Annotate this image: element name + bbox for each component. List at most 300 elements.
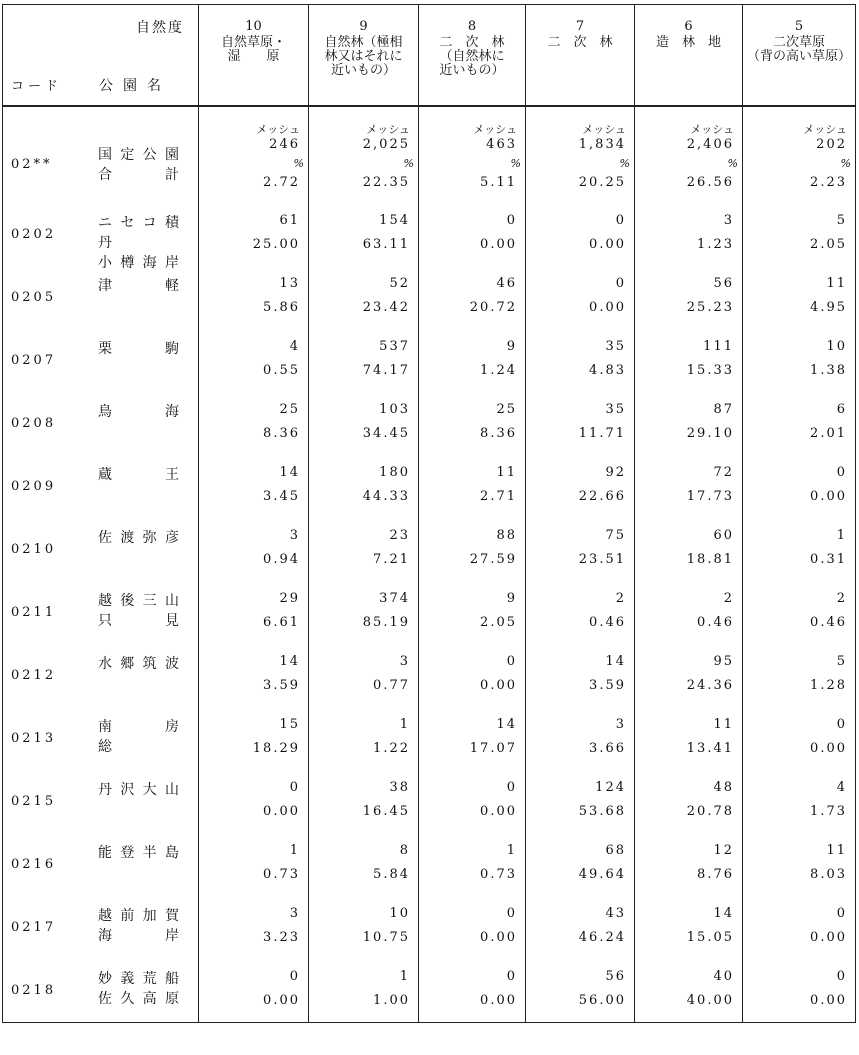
mesh-count: 463 bbox=[486, 137, 517, 152]
percent-value: 5.86 bbox=[263, 300, 300, 315]
unit-label: メッシュ bbox=[690, 123, 734, 136]
percent-value: 2.01 bbox=[810, 426, 847, 441]
header-corner bbox=[3, 5, 199, 107]
data-cell bbox=[199, 707, 309, 770]
percent-value: 56.00 bbox=[578, 993, 626, 1008]
percent-value: 0.00 bbox=[480, 804, 517, 819]
percent-value: 20.78 bbox=[686, 804, 734, 819]
mesh-count: 43 bbox=[605, 906, 626, 921]
mesh-count: 25 bbox=[279, 402, 300, 417]
percent-value: 6.61 bbox=[263, 615, 300, 630]
park-name: 国定公園 合 計 bbox=[98, 147, 182, 183]
percent-value: 1.22 bbox=[373, 741, 410, 756]
data-cell bbox=[526, 203, 635, 266]
park-code: 02** bbox=[11, 157, 53, 172]
percent-value: 1.00 bbox=[373, 993, 410, 1008]
mesh-count: 11 bbox=[826, 276, 847, 291]
data-cell bbox=[199, 644, 309, 707]
data-cell bbox=[526, 329, 635, 392]
mesh-count: 0 bbox=[836, 465, 847, 480]
mesh-count: 1 bbox=[506, 843, 517, 858]
percent-value: 15.33 bbox=[686, 363, 734, 378]
degree-number: 8 bbox=[467, 19, 477, 34]
percent-value: 5.11 bbox=[480, 175, 517, 190]
percent-value: 0.00 bbox=[810, 993, 847, 1008]
percent-value: 1.28 bbox=[810, 678, 847, 693]
mesh-count: 38 bbox=[389, 780, 410, 795]
data-cell bbox=[743, 106, 856, 203]
park-name: 丹沢大山 bbox=[98, 782, 182, 798]
mesh-count: 12 bbox=[713, 843, 734, 858]
mesh-count: 68 bbox=[605, 843, 626, 858]
percent-value: 0.94 bbox=[263, 552, 300, 567]
data-cell bbox=[419, 833, 526, 896]
percent-value: 17.07 bbox=[469, 741, 517, 756]
data-cell bbox=[309, 581, 419, 644]
mesh-count: 11 bbox=[496, 465, 517, 480]
mesh-count: 35 bbox=[605, 339, 626, 354]
percent-value: 49.64 bbox=[578, 867, 626, 882]
percent-value: 2.71 bbox=[480, 489, 517, 504]
data-cell bbox=[743, 455, 856, 518]
percent-value: 18.81 bbox=[686, 552, 734, 567]
percent-value: 0.73 bbox=[480, 867, 517, 882]
table-row bbox=[3, 644, 856, 707]
mesh-count: 1 bbox=[399, 969, 410, 984]
percent-value: 0.77 bbox=[373, 678, 410, 693]
unit-label: メッシュ bbox=[366, 123, 410, 136]
data-cell bbox=[526, 581, 635, 644]
data-cell bbox=[419, 644, 526, 707]
park-name: 越後三山 只 見 bbox=[98, 593, 182, 629]
data-cell bbox=[309, 266, 419, 329]
percent-value: 4.83 bbox=[589, 363, 626, 378]
percent-value: 5.84 bbox=[373, 867, 410, 882]
percent-value: 44.33 bbox=[362, 489, 410, 504]
total-row bbox=[3, 106, 856, 203]
park-cell bbox=[3, 707, 199, 770]
category-name: 二 次 林 （自然林に 近いもの） bbox=[439, 35, 505, 78]
percent-value: 15.05 bbox=[686, 930, 734, 945]
table-row bbox=[3, 833, 856, 896]
mesh-count: 46 bbox=[496, 276, 517, 291]
mesh-count: 40 bbox=[713, 969, 734, 984]
percent-value: 0.46 bbox=[810, 615, 847, 630]
park-code: 0215 bbox=[11, 794, 57, 809]
percent-value: 18.29 bbox=[252, 741, 300, 756]
data-cell bbox=[419, 896, 526, 959]
category-name: 自然草原・ 湿 原 bbox=[220, 35, 286, 64]
percent-value: 0.31 bbox=[810, 552, 847, 567]
column-header bbox=[419, 5, 526, 107]
column-header bbox=[743, 5, 856, 107]
data-cell bbox=[199, 266, 309, 329]
column-header bbox=[309, 5, 419, 107]
percent-value: 40.00 bbox=[686, 993, 734, 1008]
percent-value: 1.38 bbox=[810, 363, 847, 378]
park-cell bbox=[3, 518, 199, 581]
mesh-count: 0 bbox=[506, 969, 517, 984]
park-code: 0205 bbox=[11, 290, 57, 305]
park-cell bbox=[3, 329, 199, 392]
percent-value: 0.00 bbox=[589, 237, 626, 252]
mesh-count: 0 bbox=[506, 906, 517, 921]
degree-header-label: 自然度 bbox=[136, 20, 184, 36]
percent-value: 1.73 bbox=[810, 804, 847, 819]
mesh-count: 3 bbox=[615, 717, 626, 732]
table-row bbox=[3, 770, 856, 833]
degree-number: 9 bbox=[359, 19, 368, 34]
percent-value: 74.17 bbox=[362, 363, 410, 378]
park-code: 0213 bbox=[11, 731, 57, 746]
mesh-count: 180 bbox=[379, 465, 410, 480]
percent-value: 3.66 bbox=[589, 741, 626, 756]
percent-value: 10.75 bbox=[362, 930, 410, 945]
mesh-count: 52 bbox=[389, 276, 410, 291]
park-cell bbox=[3, 392, 199, 455]
data-cell bbox=[743, 392, 856, 455]
percent-value: 0.00 bbox=[589, 300, 626, 315]
data-cell bbox=[635, 106, 743, 203]
park-name: 妙義荒船 佐久高原 bbox=[98, 971, 182, 1007]
data-cell bbox=[635, 959, 743, 1023]
data-cell bbox=[635, 329, 743, 392]
mesh-count: 0 bbox=[289, 969, 300, 984]
data-cell bbox=[526, 833, 635, 896]
data-cell bbox=[419, 329, 526, 392]
data-cell bbox=[199, 581, 309, 644]
data-cell bbox=[526, 707, 635, 770]
mesh-count: 29 bbox=[279, 591, 300, 606]
unit-label: メッシュ bbox=[473, 123, 517, 136]
data-cell bbox=[526, 896, 635, 959]
percent-value: 53.68 bbox=[578, 804, 626, 819]
percent-value: 4.95 bbox=[810, 300, 847, 315]
percent-value: 23.42 bbox=[362, 300, 410, 315]
park-name: 栗 駒 bbox=[98, 341, 182, 357]
mesh-count: 25 bbox=[496, 402, 517, 417]
mesh-count: 75 bbox=[605, 528, 626, 543]
percent-value: 8.76 bbox=[697, 867, 734, 882]
data-cell bbox=[635, 770, 743, 833]
mesh-count: 14 bbox=[496, 717, 517, 732]
park-name: 水郷筑波 bbox=[98, 656, 182, 672]
mesh-count: 14 bbox=[605, 654, 626, 669]
mesh-count: 537 bbox=[379, 339, 410, 354]
percent-value: 2.23 bbox=[810, 175, 847, 190]
percent-value: 29.10 bbox=[686, 426, 734, 441]
mesh-count: 5 bbox=[836, 654, 847, 669]
percent-value: 13.41 bbox=[686, 741, 734, 756]
data-cell bbox=[199, 203, 309, 266]
mesh-count: 3 bbox=[289, 906, 300, 921]
data-cell bbox=[309, 106, 419, 203]
category-name: 造 林 地 bbox=[655, 35, 721, 50]
data-cell bbox=[199, 833, 309, 896]
data-cell bbox=[199, 959, 309, 1023]
mesh-count: 35 bbox=[605, 402, 626, 417]
mesh-count: 246 bbox=[269, 137, 300, 152]
percent-value: 8.03 bbox=[810, 867, 847, 882]
park-code: 0207 bbox=[11, 353, 57, 368]
park-cell bbox=[3, 959, 199, 1023]
data-cell bbox=[635, 455, 743, 518]
percent-value: 0.46 bbox=[697, 615, 734, 630]
percent-value: 34.45 bbox=[362, 426, 410, 441]
data-cell bbox=[309, 518, 419, 581]
mesh-count: 2 bbox=[615, 591, 626, 606]
data-cell bbox=[199, 518, 309, 581]
data-cell bbox=[635, 392, 743, 455]
mesh-count: 0 bbox=[615, 213, 626, 228]
park-code: 0211 bbox=[11, 605, 57, 620]
park-name: 鳥 海 bbox=[98, 404, 182, 420]
percent-value: 2.05 bbox=[480, 615, 517, 630]
table-row bbox=[3, 707, 856, 770]
mesh-count: 0 bbox=[836, 969, 847, 984]
data-cell bbox=[635, 833, 743, 896]
percent-value: 0.46 bbox=[589, 615, 626, 630]
data-cell bbox=[743, 959, 856, 1023]
park-code: 0210 bbox=[11, 542, 57, 557]
mesh-count: 92 bbox=[605, 465, 626, 480]
table-row bbox=[3, 959, 856, 1023]
table-row bbox=[3, 329, 856, 392]
mesh-count: 11 bbox=[713, 717, 734, 732]
degree-number: 5 bbox=[794, 19, 804, 34]
percent-value: 0.00 bbox=[480, 993, 517, 1008]
mesh-count: 87 bbox=[713, 402, 734, 417]
park-code: 0208 bbox=[11, 416, 57, 431]
mesh-count: 154 bbox=[379, 213, 410, 228]
percent-symbol: % bbox=[619, 157, 630, 170]
mesh-count: 56 bbox=[713, 276, 734, 291]
data-cell bbox=[526, 266, 635, 329]
data-cell bbox=[635, 266, 743, 329]
data-cell bbox=[635, 518, 743, 581]
mesh-count: 0 bbox=[615, 276, 626, 291]
percent-value: 85.19 bbox=[362, 615, 410, 630]
mesh-count: 14 bbox=[713, 906, 734, 921]
park-cell bbox=[3, 770, 199, 833]
percent-value: 3.59 bbox=[589, 678, 626, 693]
park-cell bbox=[3, 644, 199, 707]
mesh-count: 61 bbox=[279, 213, 300, 228]
table-row bbox=[3, 392, 856, 455]
mesh-count: 11 bbox=[826, 843, 847, 858]
data-cell bbox=[309, 833, 419, 896]
percent-symbol: % bbox=[840, 157, 851, 170]
data-cell bbox=[309, 455, 419, 518]
percent-value: 0.00 bbox=[810, 489, 847, 504]
park-name: 越前加賀 海 岸 bbox=[98, 908, 182, 944]
mesh-count: 88 bbox=[496, 528, 517, 543]
data-cell bbox=[199, 329, 309, 392]
percent-value: 2.72 bbox=[263, 175, 300, 190]
mesh-count: 9 bbox=[506, 591, 517, 606]
data-cell bbox=[743, 896, 856, 959]
park-name: 南 房 総 bbox=[98, 719, 199, 755]
mesh-count: 111 bbox=[703, 339, 734, 354]
column-header bbox=[526, 5, 635, 107]
park-name: 津 軽 bbox=[98, 278, 182, 294]
table-row bbox=[3, 455, 856, 518]
mesh-count: 13 bbox=[279, 276, 300, 291]
percent-symbol: % bbox=[510, 157, 521, 170]
park-cell bbox=[3, 455, 199, 518]
mesh-count: 23 bbox=[389, 528, 410, 543]
mesh-count: 0 bbox=[506, 213, 517, 228]
category-name: 二次草原 （背の高い草原） bbox=[747, 35, 852, 64]
percent-symbol: % bbox=[403, 157, 414, 170]
category-name: 二 次 林 bbox=[547, 35, 613, 50]
data-cell bbox=[743, 581, 856, 644]
mesh-count: 6 bbox=[836, 402, 847, 417]
mesh-count: 1,834 bbox=[578, 137, 626, 152]
park-cell bbox=[3, 896, 199, 959]
data-cell bbox=[419, 455, 526, 518]
data-cell bbox=[743, 329, 856, 392]
percent-value: 20.25 bbox=[578, 175, 626, 190]
data-cell bbox=[419, 203, 526, 266]
mesh-count: 72 bbox=[713, 465, 734, 480]
percent-value: 2.05 bbox=[810, 237, 847, 252]
data-cell bbox=[743, 770, 856, 833]
data-cell bbox=[309, 896, 419, 959]
data-cell bbox=[526, 959, 635, 1023]
mesh-count: 3 bbox=[723, 213, 734, 228]
percent-symbol: % bbox=[293, 157, 304, 170]
data-cell bbox=[309, 203, 419, 266]
data-cell bbox=[419, 770, 526, 833]
percent-value: 63.11 bbox=[362, 237, 410, 252]
unit-label: メッシュ bbox=[803, 123, 847, 136]
code-header-label: コード bbox=[11, 79, 63, 94]
data-cell bbox=[526, 106, 635, 203]
data-cell bbox=[419, 266, 526, 329]
data-cell bbox=[199, 392, 309, 455]
data-cell bbox=[743, 644, 856, 707]
percent-value: 25.00 bbox=[252, 237, 300, 252]
data-cell bbox=[309, 959, 419, 1023]
data-cell bbox=[526, 770, 635, 833]
mesh-count: 8 bbox=[399, 843, 410, 858]
mesh-count: 1 bbox=[399, 717, 410, 732]
percent-value: 22.66 bbox=[578, 489, 626, 504]
percent-value: 26.56 bbox=[686, 175, 734, 190]
data-cell bbox=[309, 707, 419, 770]
data-cell bbox=[309, 644, 419, 707]
data-cell bbox=[635, 644, 743, 707]
mesh-count: 1 bbox=[836, 528, 847, 543]
table-row bbox=[3, 581, 856, 644]
percent-value: 11.71 bbox=[578, 426, 626, 441]
degree-number: 10 bbox=[245, 19, 262, 34]
mesh-count: 2 bbox=[836, 591, 847, 606]
mesh-count: 10 bbox=[826, 339, 847, 354]
park-code: 0218 bbox=[11, 983, 57, 998]
park-cell bbox=[3, 833, 199, 896]
mesh-count: 0 bbox=[289, 780, 300, 795]
park-code: 0217 bbox=[11, 920, 57, 935]
mesh-count: 124 bbox=[595, 780, 626, 795]
park-name: 蔵 王 bbox=[98, 467, 182, 483]
park-name: ニセコ積丹 小樽海岸 bbox=[98, 215, 182, 271]
park-code: 0209 bbox=[11, 479, 57, 494]
data-cell bbox=[635, 707, 743, 770]
data-cell bbox=[743, 833, 856, 896]
table-row bbox=[3, 266, 856, 329]
percent-value: 8.36 bbox=[263, 426, 300, 441]
percent-value: 27.59 bbox=[469, 552, 517, 567]
data-cell bbox=[199, 896, 309, 959]
percent-value: 0.00 bbox=[480, 237, 517, 252]
mesh-count: 103 bbox=[379, 402, 410, 417]
unit-label: メッシュ bbox=[256, 123, 300, 136]
header-row bbox=[3, 5, 856, 107]
percent-value: 0.55 bbox=[263, 363, 300, 378]
data-cell bbox=[526, 392, 635, 455]
percent-value: 1.23 bbox=[697, 237, 734, 252]
mesh-count: 3 bbox=[289, 528, 300, 543]
category-name: 自然林（極相 林又はそれに 近いもの） bbox=[324, 35, 403, 78]
mesh-count: 56 bbox=[605, 969, 626, 984]
mesh-count: 14 bbox=[279, 654, 300, 669]
data-cell bbox=[635, 203, 743, 266]
percent-value: 46.24 bbox=[578, 930, 626, 945]
percent-value: 24.36 bbox=[686, 678, 734, 693]
mesh-count: 202 bbox=[816, 137, 847, 152]
data-cell bbox=[199, 106, 309, 203]
percent-value: 0.00 bbox=[263, 804, 300, 819]
data-cell bbox=[743, 707, 856, 770]
data-cell bbox=[743, 203, 856, 266]
data-cell bbox=[743, 518, 856, 581]
data-cell bbox=[309, 392, 419, 455]
data-cell bbox=[419, 392, 526, 455]
data-cell bbox=[419, 707, 526, 770]
percent-value: 17.73 bbox=[686, 489, 734, 504]
unit-label: メッシュ bbox=[582, 123, 626, 136]
mesh-count: 4 bbox=[289, 339, 300, 354]
percent-value: 16.45 bbox=[362, 804, 410, 819]
percent-value: 0.00 bbox=[810, 930, 847, 945]
percent-symbol: % bbox=[727, 157, 738, 170]
percent-value: 3.23 bbox=[263, 930, 300, 945]
percent-value: 1.24 bbox=[480, 363, 517, 378]
table-body bbox=[3, 106, 856, 1023]
data-cell bbox=[309, 329, 419, 392]
table-row bbox=[3, 896, 856, 959]
mesh-count: 1 bbox=[289, 843, 300, 858]
degree-number: 6 bbox=[684, 19, 693, 34]
park-code: 0202 bbox=[11, 227, 57, 242]
mesh-count: 95 bbox=[713, 654, 734, 669]
mesh-count: 60 bbox=[713, 528, 734, 543]
park-cell bbox=[3, 106, 199, 203]
percent-value: 22.35 bbox=[362, 175, 410, 190]
mesh-count: 2,406 bbox=[686, 137, 734, 152]
percent-value: 20.72 bbox=[469, 300, 517, 315]
table-row bbox=[3, 518, 856, 581]
percent-value: 25.23 bbox=[686, 300, 734, 315]
data-cell bbox=[419, 581, 526, 644]
data-cell bbox=[419, 106, 526, 203]
percent-value: 3.45 bbox=[263, 489, 300, 504]
percent-value: 23.51 bbox=[578, 552, 626, 567]
data-cell bbox=[199, 455, 309, 518]
data-cell bbox=[419, 518, 526, 581]
